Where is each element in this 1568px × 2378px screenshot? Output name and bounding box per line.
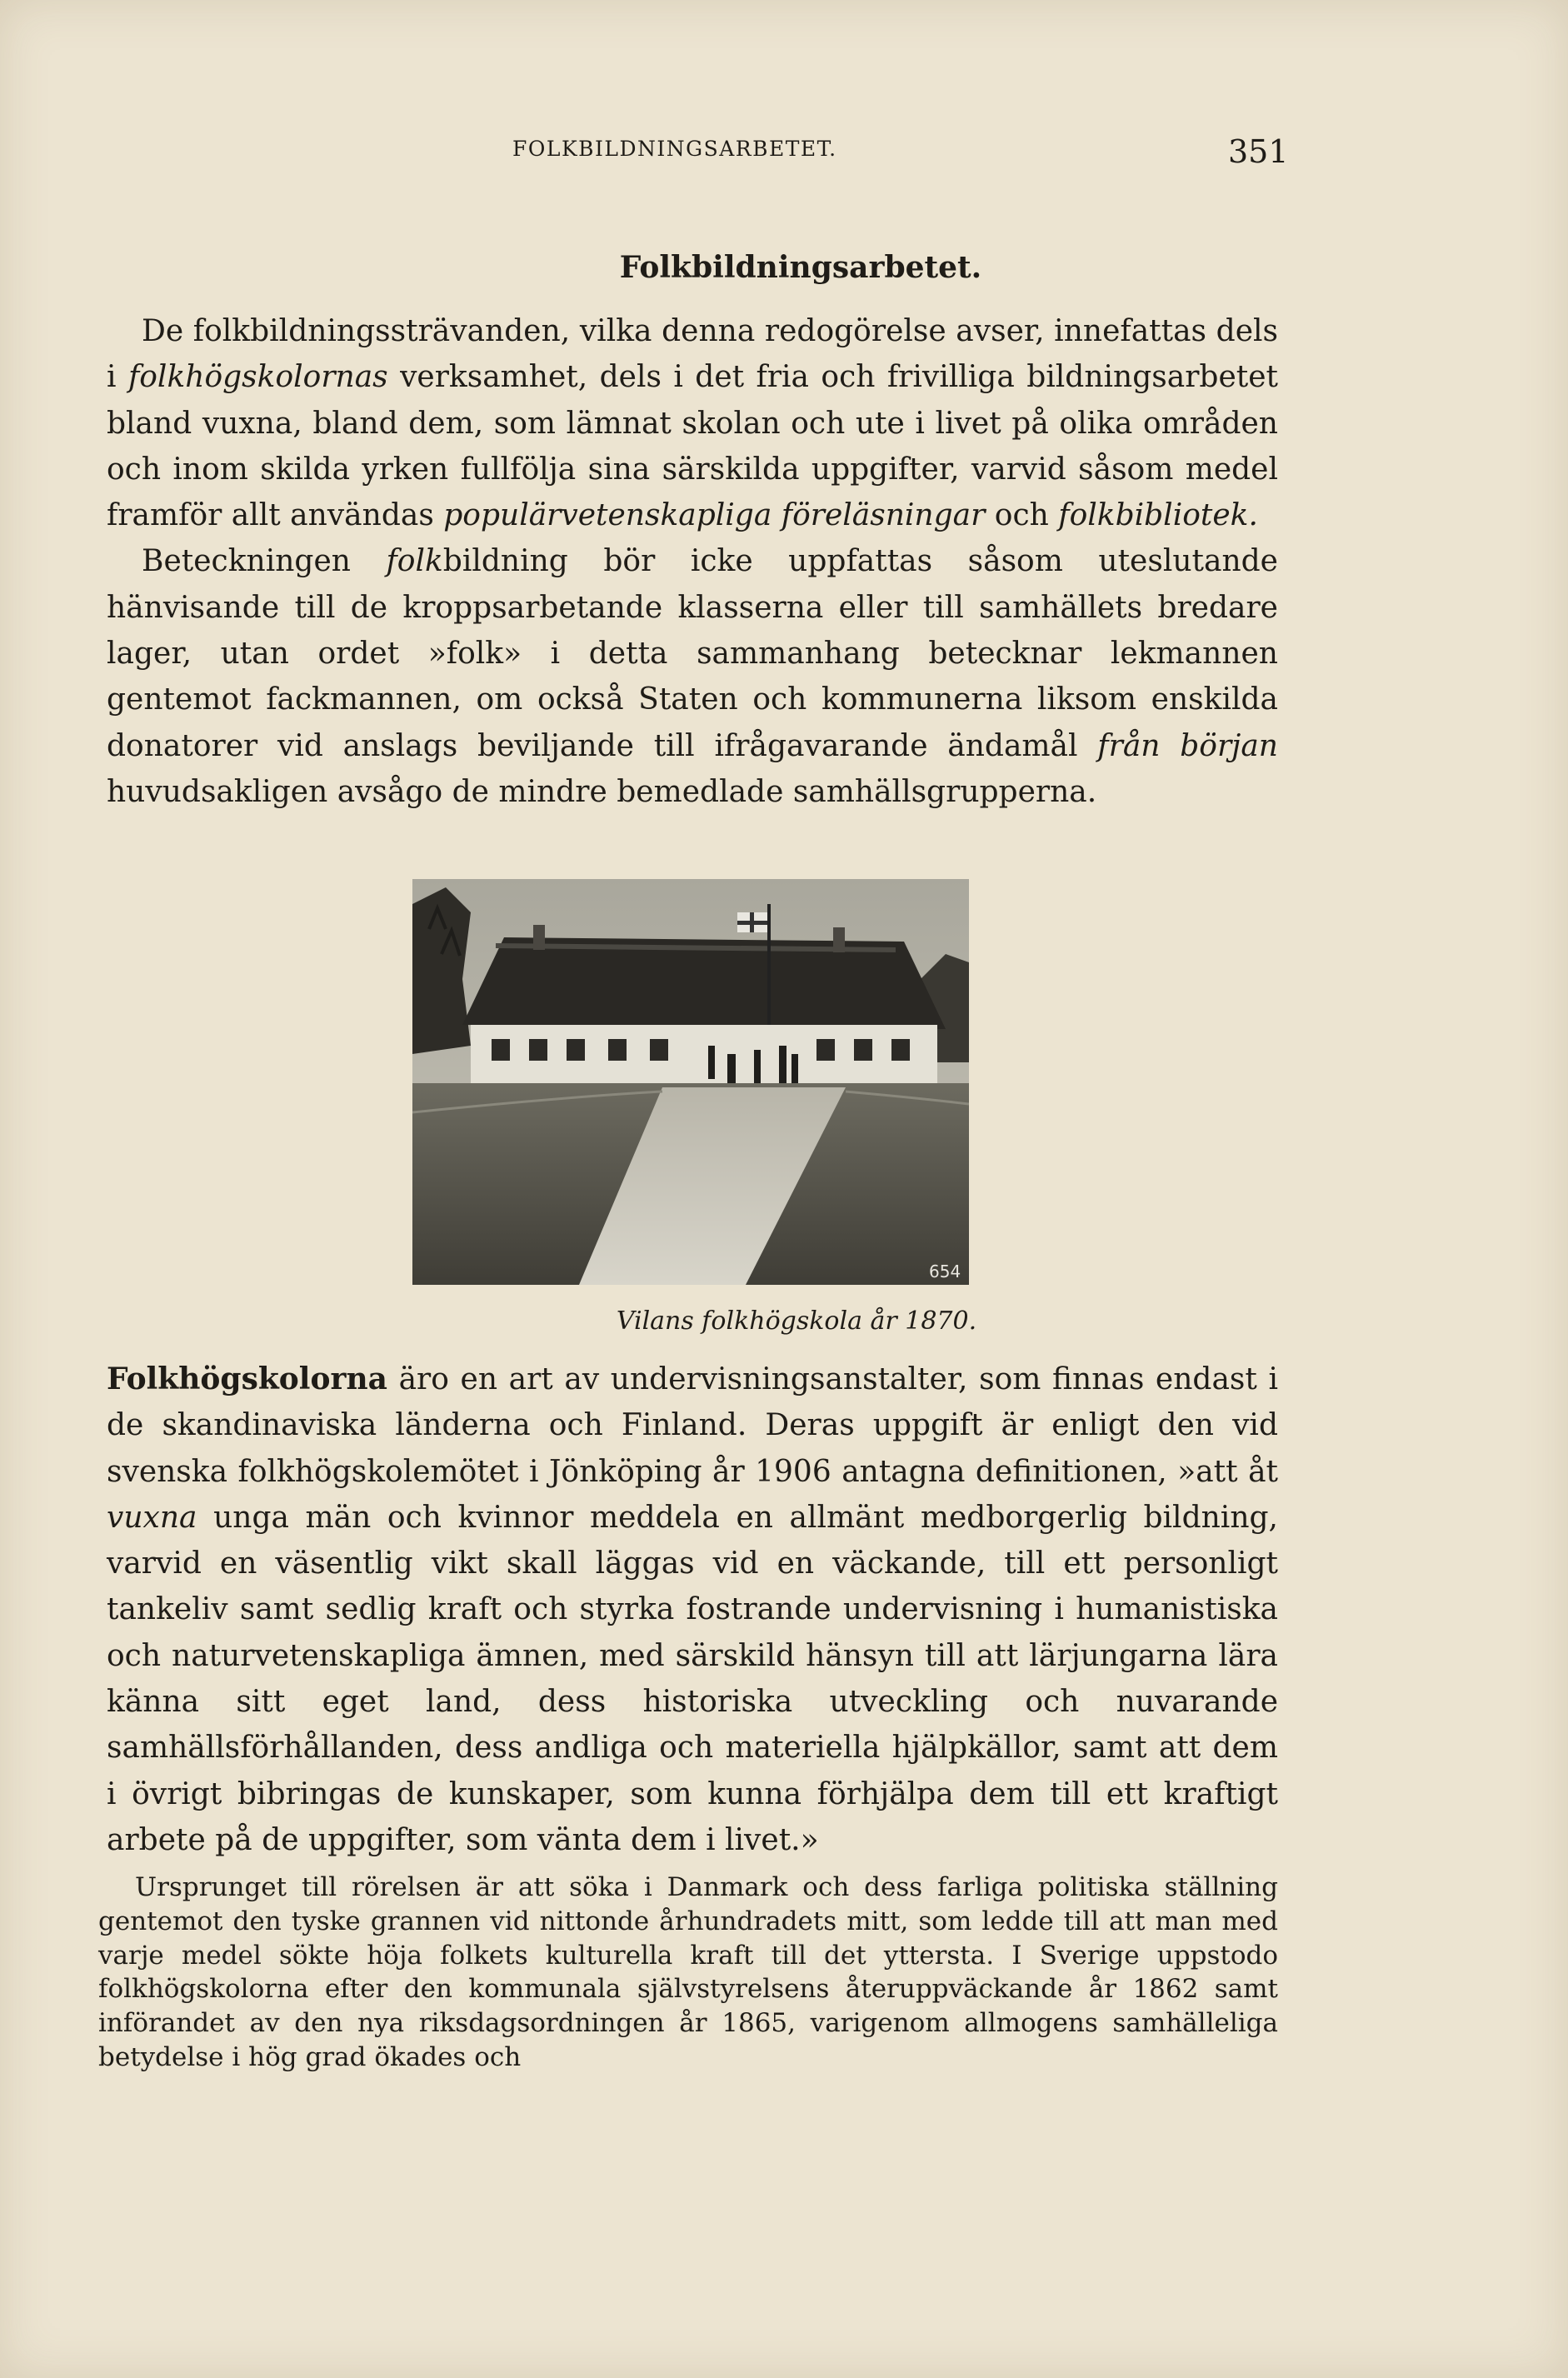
intro-text-block bbox=[107, 308, 1278, 815]
paragraph-3 bbox=[107, 1356, 1278, 1863]
figure-caption: Vilans folkhögskola år 1870. bbox=[616, 1306, 977, 1336]
paragraph-2-italic-a: folk bbox=[386, 544, 443, 579]
paragraph-3-text-a: äro en art av undervisningsanstalter, som finnas endast i de skandinaviska länderna och Finland. Deras uppgift är enligt den vid svenska folkhögskolemötet i Jönköping år 1906 antagna definitionen, »att åt bbox=[107, 1362, 1278, 1489]
paragraph-1-text-b: verksamhet, dels i det fria och frivilliga bildningsarbetet bland vuxna, bland dem, som lämnat skolan och ute i livet på olika områden och inom skilda yrken fullfölja sina särskilda uppgifter, varvid såsom medel framför allt användas bbox=[107, 360, 1278, 533]
paragraph-3-lead: Folkhögskolorna bbox=[107, 1361, 387, 1396]
folkhogskolorna-text-block bbox=[107, 1356, 1278, 1863]
paragraph-1-italic-b: populärvetenskapliga föreläsningar bbox=[443, 498, 986, 533]
paragraph-1-italic-c: folkbibliotek. bbox=[1058, 498, 1258, 533]
section-title: Folkbildningsarbetet. bbox=[619, 250, 982, 285]
paragraph-2-text-a: Beteckningen bbox=[142, 544, 387, 579]
paragraph-3-text-b: unga män och kvinnor meddela en allmänt medborgerlig bildning, varvid en väsentlig vikt skall läggas vid en väckande, till ett personligt tankeliv samt sedlig kraft och styrka fostrande undervisning i humanistiska och naturvetenskapliga ämnen, med särskild hänsyn till att lärjungarna lära känna sitt eget land, dess historiska utveckling och nuvarande samhällsförhållanden, dess andliga och materiella hjälpkällor, samt att dem i övrigt bibringas de kunskaper, som kunna förhjälpa dem till ett kraftigt arbete på de uppgifter, som vänta dem i livet.» bbox=[107, 1500, 1278, 1857]
paragraph-4: Ursprunget till rörelsen är att söka i Danmark och dess farliga politiska ställning gentemot den tyske grannen vid nittonde århundradets mitt, som ledde till att man med varje medel sökte höja folkets kulturella kraft till det yttersta. I Sverige uppstodo folkhögskolorna efter den kommunala självstyrelsens återuppväckande år 1862 samt införandet av den nya riksdagsordningen år 1865, varigenom allmogens samhälleliga betydelse i hög grad ökades och bbox=[98, 1872, 1278, 2072]
photograph-image bbox=[412, 879, 969, 1285]
paragraph-2-italic-b: från början bbox=[1097, 728, 1278, 763]
running-head bbox=[0, 133, 1568, 175]
paragraph-1-italic-a: folkhögskolornas bbox=[127, 360, 388, 395]
small-print-block bbox=[98, 1871, 1278, 2075]
paragraph-2-text-c: huvudsakligen avsågo de mindre bemedlade samhällsgrupperna. bbox=[107, 774, 1097, 809]
page-number: 351 bbox=[1228, 133, 1289, 170]
paragraph-3-italic-a: vuxna bbox=[107, 1500, 197, 1535]
school-photograph bbox=[412, 879, 969, 1285]
paragraph-2-text-b: bildning bör icke uppfattas såsom uteslutande hänvisande till de kroppsarbetande klasserna eller till samhällets bredare lager, utan ordet »folk» i detta sammanhang betecknar lekmannen gentemot fackmannen, om också Staten och kommunerna liksom enskilda donatorer vid anslags beviljande till ifrågavarande ändamål bbox=[107, 544, 1278, 763]
paragraph-1-text-a: De folkbildningssträvanden, vilka denna redogörelse avser, innefattas dels i bbox=[107, 314, 1278, 395]
running-head-title: FOLKBILDNINGSARBETET. bbox=[512, 137, 837, 161]
paragraph-1-text-c: och bbox=[985, 498, 1059, 533]
paragraph-2 bbox=[107, 538, 1278, 815]
paragraph-1 bbox=[107, 308, 1278, 538]
photo-plate-number: 654 bbox=[929, 1261, 961, 1281]
